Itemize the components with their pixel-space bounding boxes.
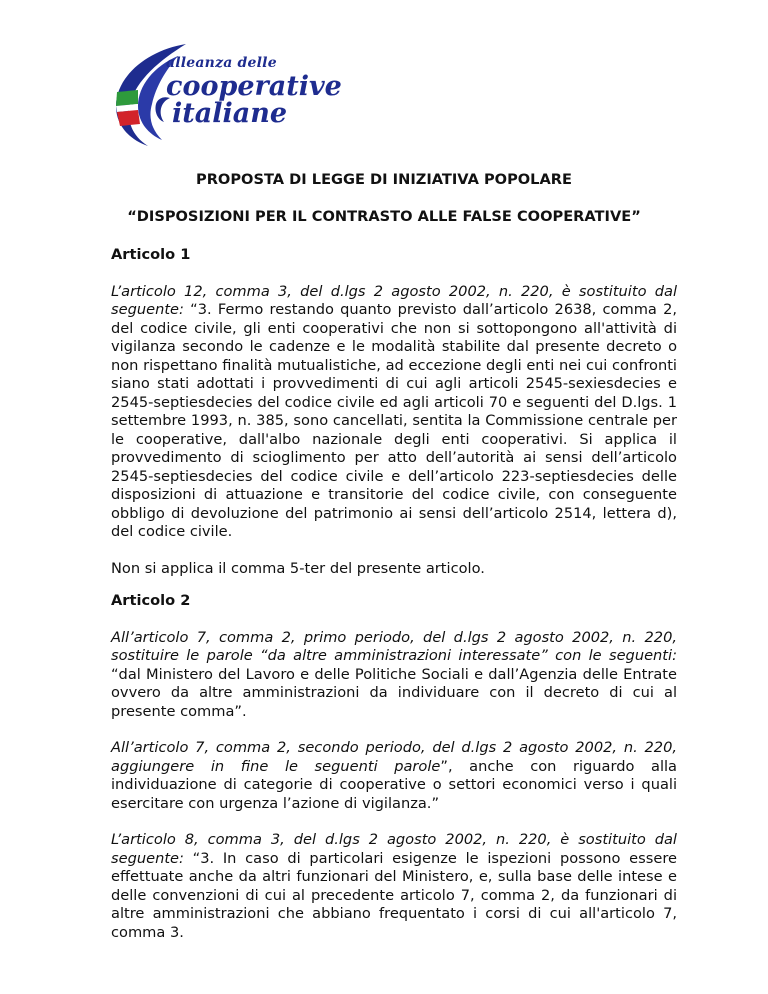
article-2-paragraph-2 <box>111 739 677 813</box>
article-1-heading: Articolo 1 <box>111 246 191 263</box>
logo-wordmark <box>166 56 342 127</box>
article-2-p2-body: ”, anche con riguardo alla individuazione di categorie di cooperative o settori economici verso i quali esercitare con urgenza l’azione di vigilanza.” <box>111 757 678 812</box>
article-1-paragraph-1 <box>111 283 677 542</box>
article-1-body: “3. Fermo restando quanto previsto dall’articolo 2638, comma 2, del codice civile, gli enti cooperativi che non si sottopongono all'attività di vigilanza secondo le cadenze e le modalità stabilite dal presente decreto o non rispettano finalità mutualistiche, ad eccezione degli enti nei cui confronti siano stati adottati i provvedimenti di cui agli articoli 2545-sexiesdecies e 2545-septiesdecies del codice civile ed agli articoli 70 e seguenti del D.lgs. 1 settembre 1993, n. 385, sono cancellati, sentita la Commissione centrale per le cooperative, dall'albo nazionale degli enti cooperativi. Si applica il provvedimento di scioglimento per atto dell’autorità ai sensi dell’articolo 2545-septiesdecies del codice civile e dell’articolo 223-septiesdecies delle disposizioni di attuazione e transitorie del codice civile, con conseguente obbligo di devoluzione del patrimonio ai sensi dell’articolo 2514, lettera d), del codice civile. <box>111 301 677 540</box>
document-title: PROPOSTA DI LEGGE DI INIZIATIVA POPOLARE <box>196 171 572 188</box>
article-1-paragraph-2: Non si applica il comma 5-ter del presente articolo. <box>111 559 485 577</box>
article-1-section <box>111 246 677 578</box>
article-2-p1-body: “dal Ministero del Lavoro e delle Politiche Sociali e dall’Agenzia delle Entrate ovvero da altre amministrazioni da individuare con il decreto di cui al presente comma”. <box>111 665 677 720</box>
article-2-p3-body: “3. In caso di particolari esigenze le ispezioni possono essere effettuate anche da altri funzionari del Ministero, e, sulla base delle intese e delle convenzioni di cui al precedente articolo 7, comma 2, da funzionari di altre amministrazioni che abbiano frequentato i corsi di cui all'articolo 7, comma 3. <box>111 849 677 941</box>
article-2-p3-intro: L’articolo 8, comma 3, del d.lgs 2 agosto 2002, n. 220, è sostituito dal seguente: <box>111 831 677 867</box>
article-2-paragraph-3 <box>111 831 677 942</box>
logo-line-3: italiane <box>172 98 288 129</box>
article-2-heading: Articolo 2 <box>111 592 191 609</box>
article-2-p2-intro: All’articolo 7, comma 2, secondo periodo, del d.lgs 2 agosto 2002, n. 220, aggiungere in fine le seguenti parole <box>111 739 677 775</box>
article-2-paragraph-1 <box>111 629 677 722</box>
logo-line-1: alleanza delle <box>166 55 277 71</box>
alleanza-cooperative-logo <box>108 40 342 150</box>
logo-line-2: cooperative <box>166 71 342 102</box>
article-2-p1-intro: All’articolo 7, comma 2, primo periodo, del d.lgs 2 agosto 2002, n. 220, sostituire le parole “da altre amministrazioni interessate” con le seguenti: <box>111 628 677 664</box>
document-subtitle: “DISPOSIZIONI PER IL CONTRASTO ALLE FALSE COOPERATIVE” <box>127 208 641 225</box>
article-1-intro: L’articolo 12, comma 3, del d.lgs 2 agosto 2002, n. 220, è sostituito dal seguente: <box>111 282 677 318</box>
article-2-section <box>111 592 677 942</box>
